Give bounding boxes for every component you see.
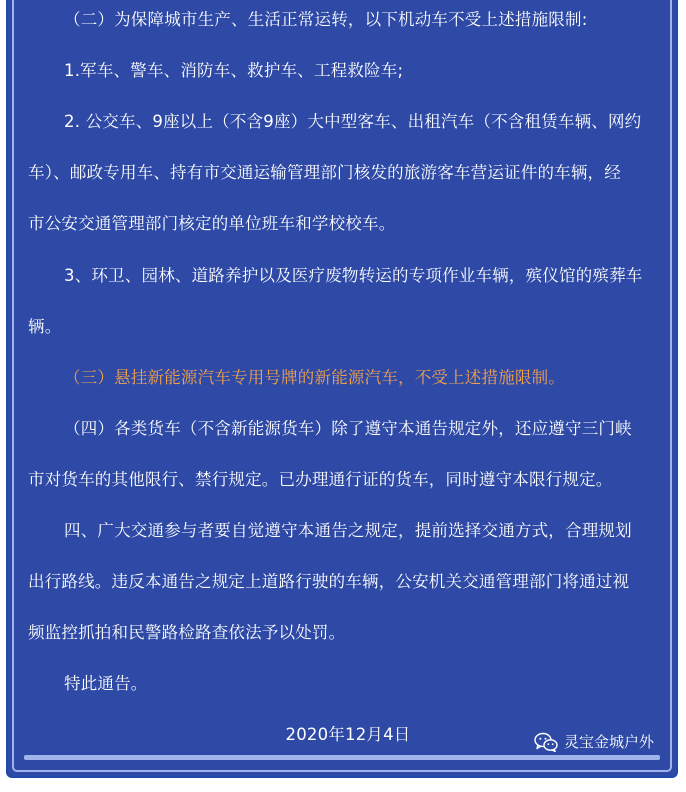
closing-text: 特此通告。 (64, 674, 148, 693)
paragraph-line: 1.军车、警车、消防车、救护车、工程救险车; (64, 61, 404, 80)
paragraph-line: 市对货车的其他限行、禁行规定。已办理通行证的货车，同时遵守本限行规定。 (28, 470, 613, 489)
highlight-paragraph: （三）悬挂新能源汽车专用号牌的新能源汽车，不受上述措施限制。 (64, 368, 565, 387)
article-frame (6, 0, 678, 778)
paragraph-line: （四）各类货车（不含新能源货车）除了遵守本通告规定外，还应遵守三门峡 (64, 419, 632, 438)
paragraph-line: 车）、邮政专用车、持有市交通运输管理部门核发的旅游客车营运证件的车辆，经 (28, 163, 621, 182)
paragraph-line: 四、广大交通参与者要自觉遵守本通告之规定，提前选择交通方式，合理规划 (64, 521, 632, 540)
paragraph-line: 2. 公交车、9座以上（不含9座）大中型客车、出租汽车（不含租赁车辆、网约 (64, 112, 642, 131)
paragraph-line: （二）为保障城市生产、生活正常运转，以下机动车不受上述措施限制: (64, 10, 588, 29)
paragraph-line: 市公安交通管理部门核定的单位班车和学校校车。 (28, 214, 396, 233)
account-name: 灵宝金城户外 (563, 733, 654, 751)
paragraph-line: 频监控抓拍和民警路检路查依法予以处罚。 (28, 623, 346, 642)
paragraph-line: 出行路线。违反本通告之规定上道路行驶的车辆，公安机关交通管理部门将通过视 (28, 572, 630, 591)
notice-date: 2020年12月4日 (285, 725, 411, 744)
account-watermark (534, 731, 654, 752)
wechat-icon (534, 732, 558, 752)
article-panel (12, 0, 672, 772)
paragraph-line: 3、环卫、园林、道路养护以及医疗废物转运的专项作业车辆，殡仪馆的殡葬车 (64, 266, 643, 285)
frame-bottom-bar (24, 755, 660, 760)
paragraph-line: 辆。 (28, 317, 62, 336)
